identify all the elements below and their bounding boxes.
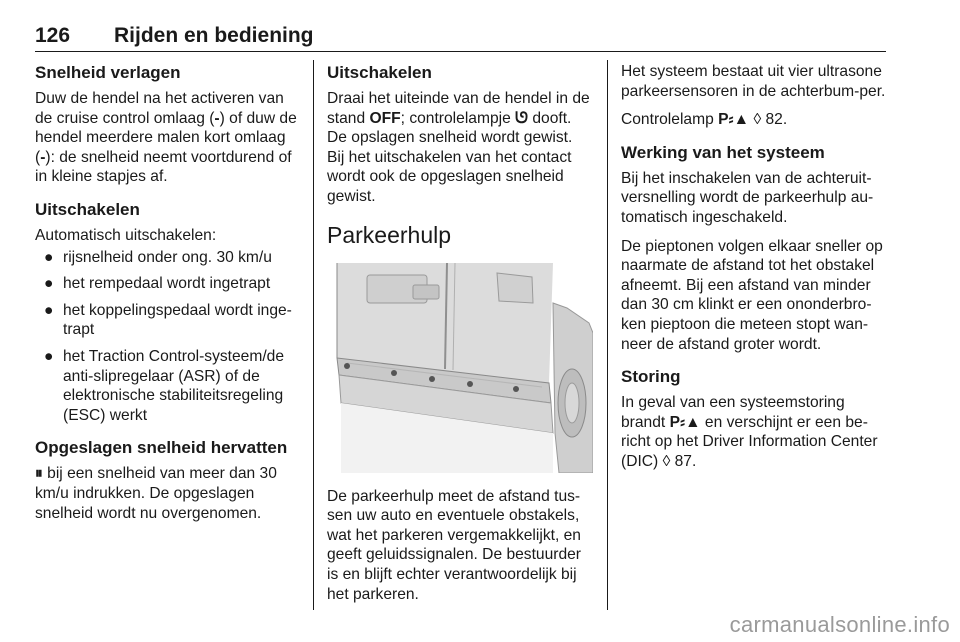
paragraph-working-2: De pieptonen volgen elkaar sneller op naarmate de afstand tot het obstakel afneemt. Bij een afstand van minder dan 30 cm klinkt er een ononderbro-ken pieptoon die meteen stopt wan-neer de afstand groter wordt. [621,237,883,353]
page-number: 126 [35,24,71,47]
heading-off-auto: Uitschakelen [35,199,140,219]
heading-working: Werking van het systeem [621,142,825,162]
heading-off-manual: Uitschakelen [327,63,432,82]
paragraph-parking-aid: De parkeerhulp meet de afstand tus-sen uw auto en eventuele obstakels, wat het parkeren vergemakkelijkt, en geeft geluidssignalen. De bestuurder is en blijft echter verantwoordelijk bij het parkeren. [327,487,581,603]
bullet-icon: ● [44,248,54,266]
paragraph-working-1: Bij het inschakelen van de achteruit-versnelling wordt de parkeerhulp au-tomatisch ingeschakeld. [621,169,874,226]
paragraph-speed-down: Duw de hendel na het activeren van de cruise control omlaag (-) of duw de hendel meerdere malen kort omlaag (-): de snelheid neemt voortdurend of in kleine stapjes af. [35,90,297,186]
column-2 [327,62,593,613]
column-divider-2 [607,60,608,610]
parking-aid-icon: P⸗▲ [718,111,750,129]
list-item: ● het Traction Control-systeem/de anti-slipregelaar (ASR) of de elektronische stabiliteitsregeling (ESC) werkt [44,347,285,424]
pause-icon: ⏸ [35,465,43,483]
heading-parking-aid: Parkeerhulp [327,221,452,248]
heading-fault: Storing [621,367,681,387]
paragraph-cleared: De opslagen snelheid wordt gewist. Bij het uitschakelen van het contact wordt ook de opgeslagen snelheid gewist. [327,129,573,205]
bullet-icon: ● [44,347,54,365]
off-label: OFF [369,109,401,127]
column-3 [621,62,887,481]
list-item: ● rijsnelheid onder ong. 30 km/u [44,248,272,266]
paragraph-auto-off: Automatisch uitschakelen: [35,226,217,244]
paragraph-control-lamp: Controlelamp P⸗▲ ◊ 82. [621,111,788,129]
bullet-icon: ● [44,301,54,319]
heading-resume: Opgeslagen snelheid hervatten [35,438,288,458]
minus-symbol: - [214,109,220,127]
paragraph-resume: ⏸ bij een snelheid van meer dan 30 km/u indrukken. De opgeslagen snelheid wordt nu overgenomen. [35,465,277,522]
heading-speed-down: Snelheid verlagen [35,63,181,82]
column-divider-1 [313,60,314,610]
reference-icon: ◊ [753,111,762,129]
paragraph-off: Draai het uiteinde van de hendel in de stand OFF; controlelampje ᘎ dooft. [327,90,590,127]
page-header [35,24,886,50]
header-divider [35,51,886,52]
cruise-control-lamp-icon: ᘎ [515,109,529,127]
paragraph-fault: In geval van een systeemstoring brandt P⸗▲ en verschijnt er een be-richt op het Driver Information Center (DIC) ◊ 87. [621,394,878,470]
chapter-title: Rijden en bediening [114,24,314,47]
bullet-icon: ● [44,275,54,293]
reference-icon: ◊ [662,452,671,470]
paragraph-system: Het systeem bestaat uit vier ultrasone parkeersensoren in de achterbum-per. [621,63,886,100]
van-rear-illustration [327,263,593,473]
rear-bumper-illustration [327,263,593,473]
bullet-list [35,248,301,426]
watermark: carmanualsonline.info [729,612,950,637]
list-item: ● het koppelingspedaal wordt inge-trapt [44,301,292,339]
parking-aid-icon: P⸗▲ [669,413,701,431]
list-item: ● het rempedaal wordt ingetrapt [44,275,271,293]
minus-symbol: - [40,148,46,166]
column-1 [35,62,301,532]
